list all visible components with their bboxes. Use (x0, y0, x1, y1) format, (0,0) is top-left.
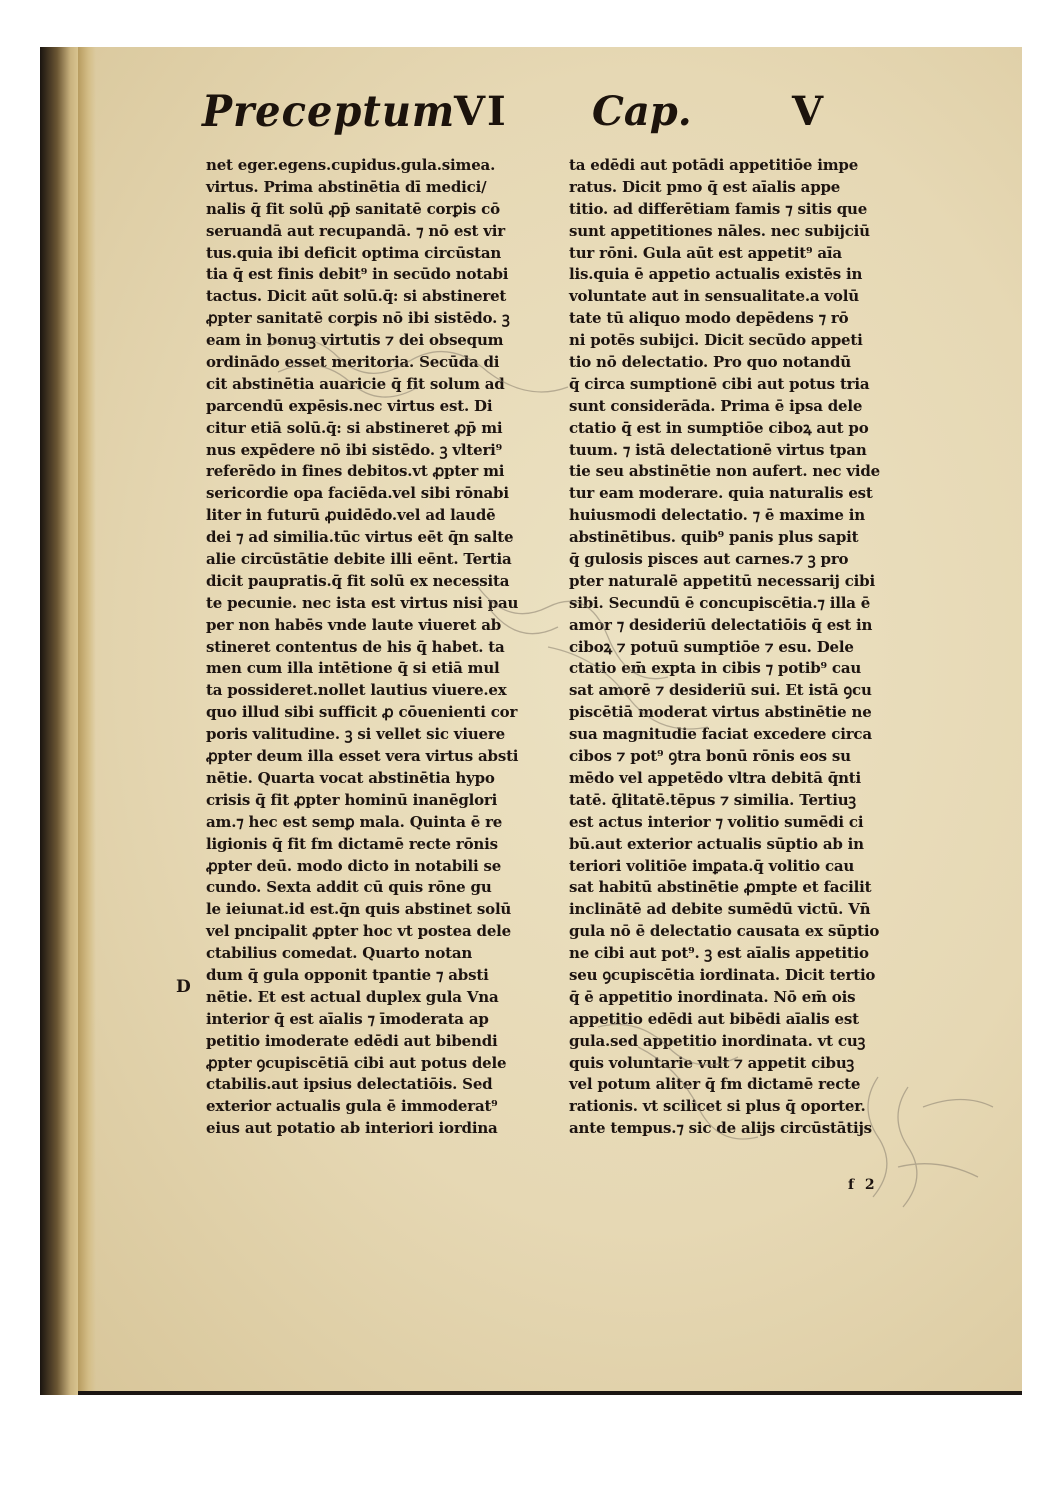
text-line: parcendū expēsis.nec virtus est. Di (206, 396, 493, 415)
text-line: quis voluntarie vult ⁊ appetit cibuꝫ (569, 1053, 854, 1072)
text-line: net eger.egens.cupidus.gula.simea. (206, 156, 496, 174)
text-line: huiusmodi delectatio. ⁊ ē maxime in (569, 506, 865, 525)
cap-number: V (792, 88, 824, 135)
cap-label: Cap. (592, 88, 692, 135)
text-line: le ieiunat.id est.q̄n quis abstinet solū (206, 900, 512, 919)
text-line: inclinātē ad debite sumēdū victū. Vn̄ (569, 900, 871, 919)
text-line: q̄ gulosis pisces aut carnes.⁊ ꝫ pro (569, 550, 849, 569)
text-line: poris valitudine. ꝫ si vellet sic viuere (206, 725, 505, 744)
text-line: q̄ ē appetitio inordinata. Nō em̄ ois (569, 987, 856, 1006)
text-line: quo illud sibi sufficit ꝓ cōuenienti cor (206, 703, 518, 722)
running-title: Preceptum (202, 86, 456, 137)
text-line: dei ⁊ ad similia.tūc virtus eēt q̄n salte (206, 528, 514, 547)
text-line: ne cibi aut pot⁹. ꝫ est aīalis appetitio (569, 944, 869, 963)
page-leaf (78, 47, 1022, 1391)
text-line: piscētiā moderat virtus abstinētie ne (569, 703, 872, 722)
text-line: tatē. q̄litatē.tēpus ⁊ similia. Tertiuꝫ (569, 790, 856, 809)
text-line: tactus. Dicit aūt solū.q̄: si abstineret (206, 287, 507, 306)
text-line: mēdo vel appetēdo vltra debitā q̄nti (569, 768, 862, 787)
text-line: gula nō ē delectatio causata ex sūptio (569, 922, 880, 941)
text-line: nus expēdere nō ibi sistēdo. ꝫ vlteri⁹ (206, 440, 503, 459)
text-line: tur rōni. Gula aūt est appetit⁹ aīa (569, 243, 842, 262)
text-line: alie circūstātie debite illi eēnt. Tertia (206, 550, 512, 569)
text-line: exterior actualis gula ē immoderat⁹ (206, 1097, 498, 1116)
text-line: virtus. Prima abstinētia dī medici/ (206, 177, 487, 196)
text-line: nētie. Et est actual duplex gula Vna (206, 987, 499, 1006)
text-line: vel potum aliter q̄ fm dictamē recte (569, 1075, 861, 1094)
text-line: referēdo in fines debitos.vt ꝓpter mi (206, 462, 505, 481)
text-line: dum q̄ gula opponit tpantie ⁊ absti (206, 965, 489, 984)
text-line: ligionis q̄ fit fm dictamē recte rōnis (206, 834, 498, 853)
text-line: tate tū aliquo modo depēdens ⁊ rō (569, 309, 849, 328)
text-line: amor ⁊ desideriū delectatiōis q̄ est in (569, 615, 873, 634)
text-line: ctatio q̄ est in sumptiōe ciboꝝ aut po (569, 418, 869, 437)
text-line: sunt appetitiones nāles. nec subijciū (569, 221, 870, 240)
text-line: ꝓpter sanitatē corꝑis nō ibi sistēdo. ꝫ (206, 309, 510, 328)
text-line: ordinādo esset meritoria. Secūda di (206, 353, 500, 372)
precept-number: VI (454, 88, 508, 135)
text-line: seruandā aut recupandā. ⁊ nō est vir (206, 221, 505, 240)
text-line: crisis q̄ fit ꝓpter hominū inanēglori (206, 790, 498, 809)
text-line: tio nō delectatio. Pro quo notandū (569, 353, 851, 372)
text-line: sunt considerāda. Prima ē ipsa dele (569, 396, 863, 415)
text-line: gula.sed appetitio inordinata. vt cuꝫ (569, 1031, 866, 1050)
text-line: ꝓpter ꝯcupiscētiā cibi aut potus dele (206, 1053, 507, 1072)
text-line: rationis. vt scilicet si plus q̄ oporter. (569, 1097, 866, 1116)
text-line: tie seu abstinētie non aufert. nec vide (569, 462, 881, 481)
text-line: stineret contentus de his q̄ habet. ta (206, 637, 505, 656)
text-line: seu ꝯcupiscētia iordinata. Dicit tertio (569, 965, 876, 984)
text-line: per non habēs vnde laute viueret ab (206, 615, 502, 634)
text-line: cit abstinētia auaricie q̄ fit solum ad (206, 374, 505, 393)
text-line: tia q̄ est finis debit⁹ in secūdo notabi (206, 265, 509, 284)
text-line: cibos ⁊ pot⁹ ꝯtra bonū rōnis eos su (569, 747, 851, 766)
text-line: liter in futurū ꝓuidēdo.vel ad laudē (206, 506, 496, 525)
text-line: ctabilius comedat. Quarto notan (206, 944, 473, 963)
text-line: vel pncipalit ꝓpter hoc vt postea dele (206, 922, 512, 941)
text-line: q̄ circa sumptionē cibi aut potus tria (569, 374, 870, 393)
text-line: ciboꝝ ⁊ potuū sumptiōe ⁊ esu. Dele (569, 637, 854, 656)
text-line: teriori volitiōe imꝑata.q̄ volitio cau (569, 856, 855, 875)
text-line: lis.quia ē appetio actualis existēs in (569, 265, 863, 284)
text-line: men cum illa intētione q̄ si etiā mul (206, 659, 500, 678)
text-line: tur eam moderare. quia naturalis est (569, 484, 873, 503)
text-line: ꝓpter deum illa esset vera virtus absti (206, 747, 519, 766)
text-line: ta edēdi aut potādi appetitiōe impe (569, 156, 859, 174)
book-scan (40, 47, 1022, 1395)
text-line: ni potēs subijci. Dicit secūdo appeti (569, 331, 863, 350)
text-line: sat habitū abstinētie ꝓmpte et facilit (569, 878, 872, 897)
text-line: sua magnitudie faciat excedere circa (569, 725, 872, 744)
text-line: voluntate aut in sensualitate.a volū (569, 287, 859, 306)
text-line: bū.aut exterior actualis sūptio ab in (569, 834, 864, 853)
text-line: te pecunie. nec ista est virtus nisi pau (206, 593, 519, 612)
text-line: cundo. Sexta addit cū quis rōne gu (206, 878, 492, 897)
text-line: eius aut potatio ab interiori iordina (206, 1119, 498, 1138)
text-line: est actus interior ⁊ volitio sumēdi ci (569, 812, 864, 831)
text-column-left (206, 155, 556, 1140)
text-column-right (569, 155, 911, 1140)
text-line: ctabilis.aut ipsius delectatiōis. Sed (206, 1075, 493, 1094)
text-line: am.⁊ hec est semꝑ mala. Quinta ē re (206, 812, 503, 831)
text-line: appetitio edēdi aut bibēdi aīalis est (569, 1009, 859, 1028)
text-line: dicit paupratis.q̄ fit solū ex necessita (206, 571, 510, 590)
text-line: tus.quia ibi deficit optima circūstan (206, 243, 502, 262)
text-line: tuum. ⁊ istā delectationē virtus tpan (569, 440, 867, 459)
marginal-letter: D (176, 977, 191, 997)
text-line: ta possideret.nollet lautius viuere.ex (206, 681, 507, 700)
text-line: pter naturalē appetitū necessarij cibi (569, 571, 875, 590)
text-line: sibi. Secundū ē concupiscētia.⁊ illa ē (569, 593, 871, 612)
text-line: sericordie opa faciēda.vel sibi rōnabi (206, 484, 509, 503)
text-line: petitio imoderate edēdi aut bibendi (206, 1031, 498, 1050)
text-line: interior q̄ est aīalis ⁊ īmoderata ap (206, 1009, 489, 1028)
text-line: ante tempus.⁊ sic de alijs circūstātijs (569, 1119, 872, 1138)
signature-mark: f 2 (848, 1177, 878, 1193)
text-line: nalis q̄ fit solū ꝓp̄ sanitatē corꝑis cō (206, 199, 500, 218)
text-line: sat amorē ⁊ desideriū sui. Et istā ꝯcu (569, 681, 872, 700)
text-line: ctatio em̄ expta in cibis ⁊ potib⁹ cau (569, 659, 862, 678)
text-line: ratus. Dicit pmo q̄ est aīalis appe (569, 177, 841, 196)
text-line: nētie. Quarta vocat abstinētia hypo (206, 768, 495, 787)
text-line: citur etiā solū.q̄: si abstineret ꝓp̄ mi (206, 418, 503, 437)
book-fore-edge (40, 47, 78, 1395)
text-line: ꝓpter deū. modo dicto in notabili se (206, 856, 502, 875)
text-line: titio. ad differētiam famis ⁊ sitis que (569, 199, 868, 218)
page-gutter (78, 47, 96, 1391)
text-line: eam in bonuꝫ virtutis ⁊ dei obsequm (206, 331, 504, 350)
text-line: abstinētibus. quib⁹ panis plus sapit (569, 528, 859, 547)
